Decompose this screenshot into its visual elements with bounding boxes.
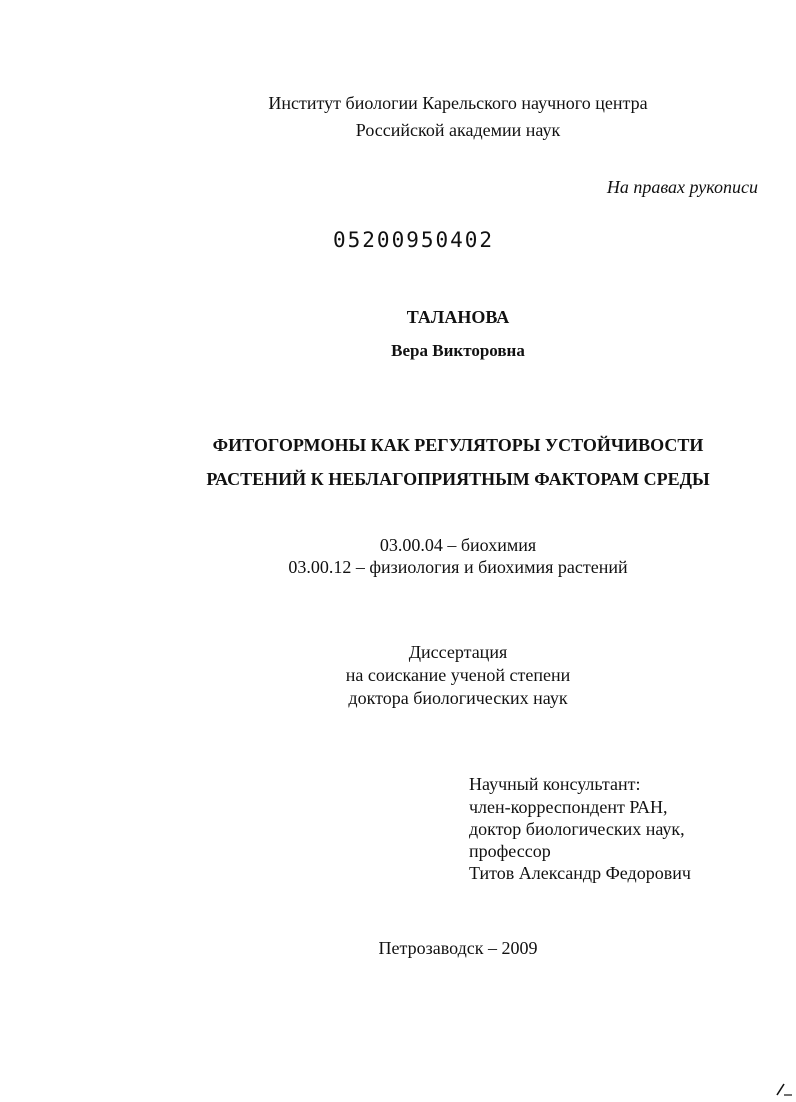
manuscript-rights-note: На правах рукописи xyxy=(606,177,758,197)
corner-pen-mark-icon xyxy=(775,1082,793,1096)
specialty-code-2: 03.00.12 – физиология и биохимия растений xyxy=(288,557,628,577)
consultant-heading: Научный консультант: xyxy=(469,774,641,794)
thesis-title-line2: РАСТЕНИЙ К НЕБЛАГОПРИЯТНЫМ ФАКТОРАМ СРЕДЫ xyxy=(206,469,710,489)
institute-name-line2: Российской академии наук xyxy=(355,120,561,140)
author-given-names: Вера Викторовна xyxy=(391,341,525,360)
thesis-title-line1: ФИТОГОРМОНЫ КАК РЕГУЛЯТОРЫ УСТОЙЧИВОСТИ xyxy=(212,435,704,455)
institute-name-line1: Институт биологии Карельского научного центра xyxy=(268,93,648,113)
city-year: Петрозаводск – 2009 xyxy=(378,938,538,958)
author-surname: ТАЛАНОВА xyxy=(406,307,510,327)
degree-line-3: доктора биологических наук xyxy=(348,688,568,708)
consultant-title-1: член-корреспондент РАН, xyxy=(469,797,668,817)
registry-code: 05200950402 xyxy=(333,228,495,252)
consultant-title-3: профессор xyxy=(469,841,551,861)
consultant-title-2: доктор биологических наук, xyxy=(469,819,685,839)
specialty-code-1: 03.00.04 – биохимия xyxy=(379,535,537,555)
degree-line-2: на соискание ученой степени xyxy=(345,665,571,685)
degree-line-1: Диссертация xyxy=(408,642,508,662)
consultant-name: Титов Александр Федорович xyxy=(469,863,691,883)
